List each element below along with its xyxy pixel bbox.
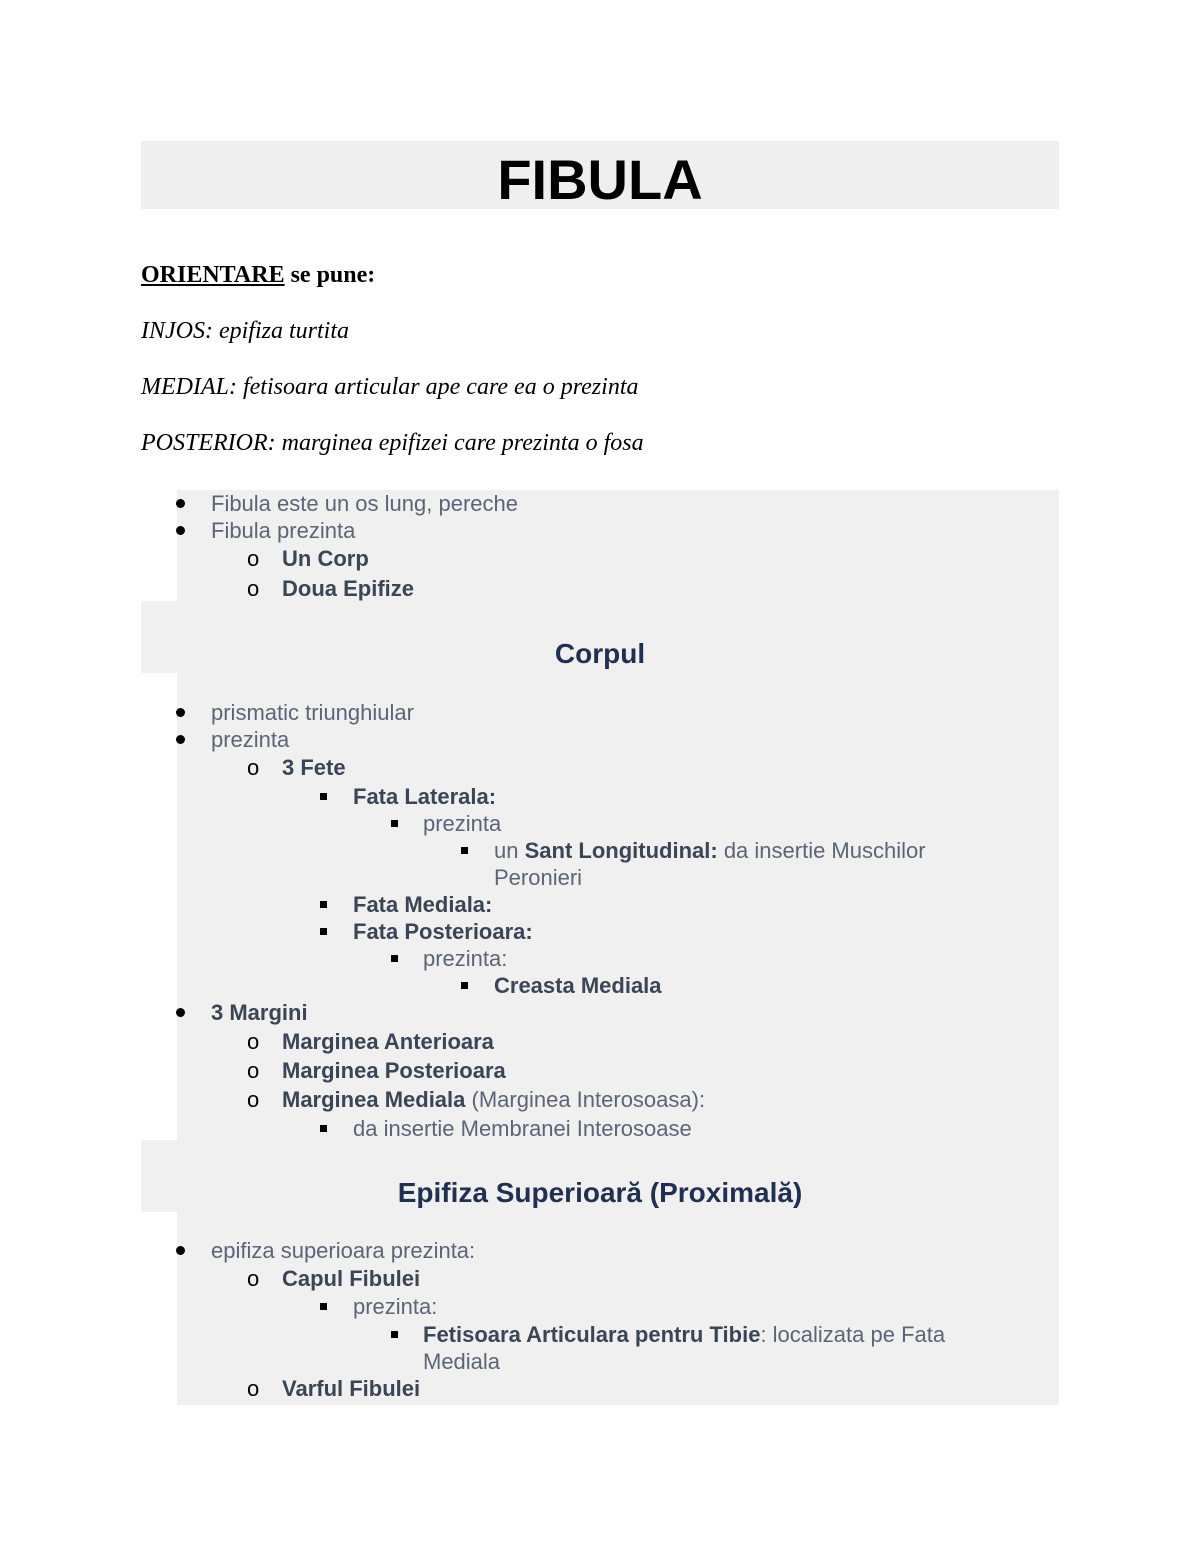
list-item: prezinta: — [353, 1294, 438, 1319]
bullet-icon — [176, 708, 185, 717]
circle-bullet-icon: o — [247, 1087, 260, 1112]
square-bullet-icon — [320, 1303, 327, 1310]
circle-bullet-icon: o — [247, 1266, 260, 1291]
list-item: Fetisoara Articulara pentru Tibie: localizata pe Fata — [423, 1322, 946, 1347]
title-banner — [141, 141, 1059, 209]
list-item: Fibula prezinta — [211, 518, 356, 543]
list-item: Marginea Mediala (Marginea Interosoasa): — [282, 1087, 706, 1112]
list-item: 3 Margini — [211, 1000, 308, 1025]
list-item-continuation: Mediala — [423, 1349, 501, 1374]
list-item: Un Corp — [282, 546, 369, 571]
list-item: prezinta — [211, 727, 290, 752]
list-item-continuation: Peronieri — [494, 865, 583, 890]
list-item: 3 Fete — [282, 755, 346, 780]
section-heading-corpul: Corpul — [554, 638, 646, 669]
square-bullet-icon — [461, 982, 468, 989]
list-item: Creasta Mediala — [494, 973, 662, 998]
bullet-icon — [176, 526, 185, 535]
square-bullet-icon — [461, 847, 468, 854]
square-bullet-icon — [391, 955, 398, 962]
list-item: prezinta — [423, 811, 502, 836]
list-item: Fata Laterala: — [353, 784, 497, 809]
list-item: Doua Epifize — [282, 576, 415, 601]
circle-bullet-icon: o — [247, 1058, 260, 1083]
square-bullet-icon — [320, 901, 327, 908]
square-bullet-icon — [320, 1125, 327, 1132]
orientation-suffix: se pune: — [290, 262, 376, 288]
orientation-heading — [141, 262, 375, 289]
square-bullet-icon — [320, 928, 327, 935]
circle-bullet-icon: o — [247, 546, 260, 571]
list-item: epifiza superioara prezinta: — [211, 1238, 476, 1263]
list-item: Marginea Posterioara — [282, 1058, 506, 1083]
circle-bullet-icon: o — [247, 1029, 260, 1054]
square-bullet-icon — [320, 793, 327, 800]
list-item: Marginea Anterioara — [282, 1029, 494, 1054]
list-item: Varful Fibulei — [282, 1376, 421, 1401]
circle-bullet-icon: o — [247, 755, 260, 780]
bullet-icon — [176, 1246, 185, 1255]
list-item: da insertie Membranei Interosoase — [353, 1116, 692, 1141]
bullet-icon — [176, 499, 185, 508]
list-item: Fata Posterioara: — [353, 919, 533, 944]
list-item: Fata Mediala: — [353, 892, 493, 917]
circle-bullet-icon: o — [247, 576, 260, 601]
section-heading-epifiza: Epifiza Superioară (Proximală) — [397, 1177, 803, 1208]
square-bullet-icon — [391, 820, 398, 827]
list-item: Capul Fibulei — [282, 1266, 421, 1291]
list-item: prezinta: — [423, 946, 508, 971]
orientation-line-medial: MEDIAL: fetisoara articular ape care ea o prezinta — [141, 374, 639, 400]
list-item: un Sant Longitudinal: da insertie Muschilor — [494, 838, 926, 863]
bullet-icon — [176, 1008, 185, 1017]
bullet-icon — [176, 735, 185, 744]
circle-bullet-icon: o — [247, 1376, 260, 1401]
square-bullet-icon — [391, 1331, 398, 1338]
orientation-line-injos: INJOS: epifiza turtita — [141, 318, 349, 344]
orientation-line-posterior: POSTERIOR: marginea epifizei care prezinta o fosa — [141, 430, 644, 456]
list-item: prismatic triunghiular — [211, 700, 414, 725]
orientation-label: ORIENTARE — [141, 262, 285, 288]
page-title: FIBULA — [497, 148, 703, 211]
list-item: Fibula este un os lung, pereche — [211, 491, 518, 516]
